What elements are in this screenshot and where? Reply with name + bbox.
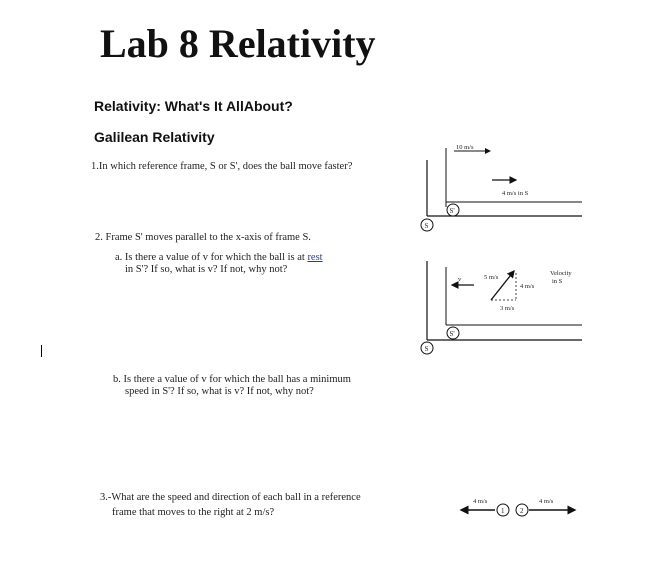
- label-3ms: 3 m/s: [500, 305, 515, 312]
- question-3-line1: 3.-What are the speed and direction of each ball in a reference: [100, 492, 361, 503]
- text-cursor: [41, 345, 42, 357]
- label-s: S: [424, 222, 429, 230]
- question-1: 1.In which reference frame, S or S', does the ball move faster?: [91, 161, 353, 172]
- label-right-4ms: 4 m/s: [539, 498, 554, 505]
- question-3-line2: frame that moves to the right at 2 m/s?: [112, 507, 275, 518]
- label-v: v: [458, 276, 462, 283]
- label-left-4ms: 4 m/s: [473, 498, 488, 505]
- label-10ms: 10 m/s: [456, 144, 474, 151]
- diagram-1-frames: [412, 140, 592, 235]
- ball-2-label: 2: [520, 507, 524, 515]
- label-sp: S': [449, 330, 455, 338]
- diagram-2-frames: [412, 253, 592, 358]
- ball-1-label: 1: [501, 507, 505, 515]
- section-heading-galilean: Galilean Relativity: [94, 129, 215, 145]
- question-2b-line1: b. Is there a value of v for which the ball has a minimum: [113, 374, 351, 385]
- label-sp: S': [449, 207, 455, 215]
- diagram-3-balls: [455, 495, 585, 523]
- question-2a-line1: [115, 252, 323, 264]
- label-in-s: in S: [552, 278, 563, 285]
- section-heading-relativity: Relativity: What's It AllAbout?: [94, 98, 293, 114]
- label-velocity: Velocity: [550, 270, 572, 277]
- label-ball-speed: 4 m/s in S: [502, 190, 529, 197]
- label-5ms: 5 m/s: [484, 274, 499, 281]
- label-s: S: [424, 345, 429, 353]
- rest-link[interactable]: rest: [307, 252, 323, 263]
- question-2-intro: 2. Frame S' moves parallel to the x-axis of frame S.: [95, 232, 311, 243]
- question-2b-line2: speed in S'? If so, what is v? If not, why not?: [125, 386, 314, 397]
- question-2a-text: a. Is there a value of v for which the ball is at: [115, 252, 308, 263]
- page-title: Lab 8 Relativity: [100, 21, 376, 66]
- question-2a-line2: in S'? If so, what is v? If not, why not?: [125, 264, 288, 275]
- label-4ms: 4 m/s: [520, 283, 535, 290]
